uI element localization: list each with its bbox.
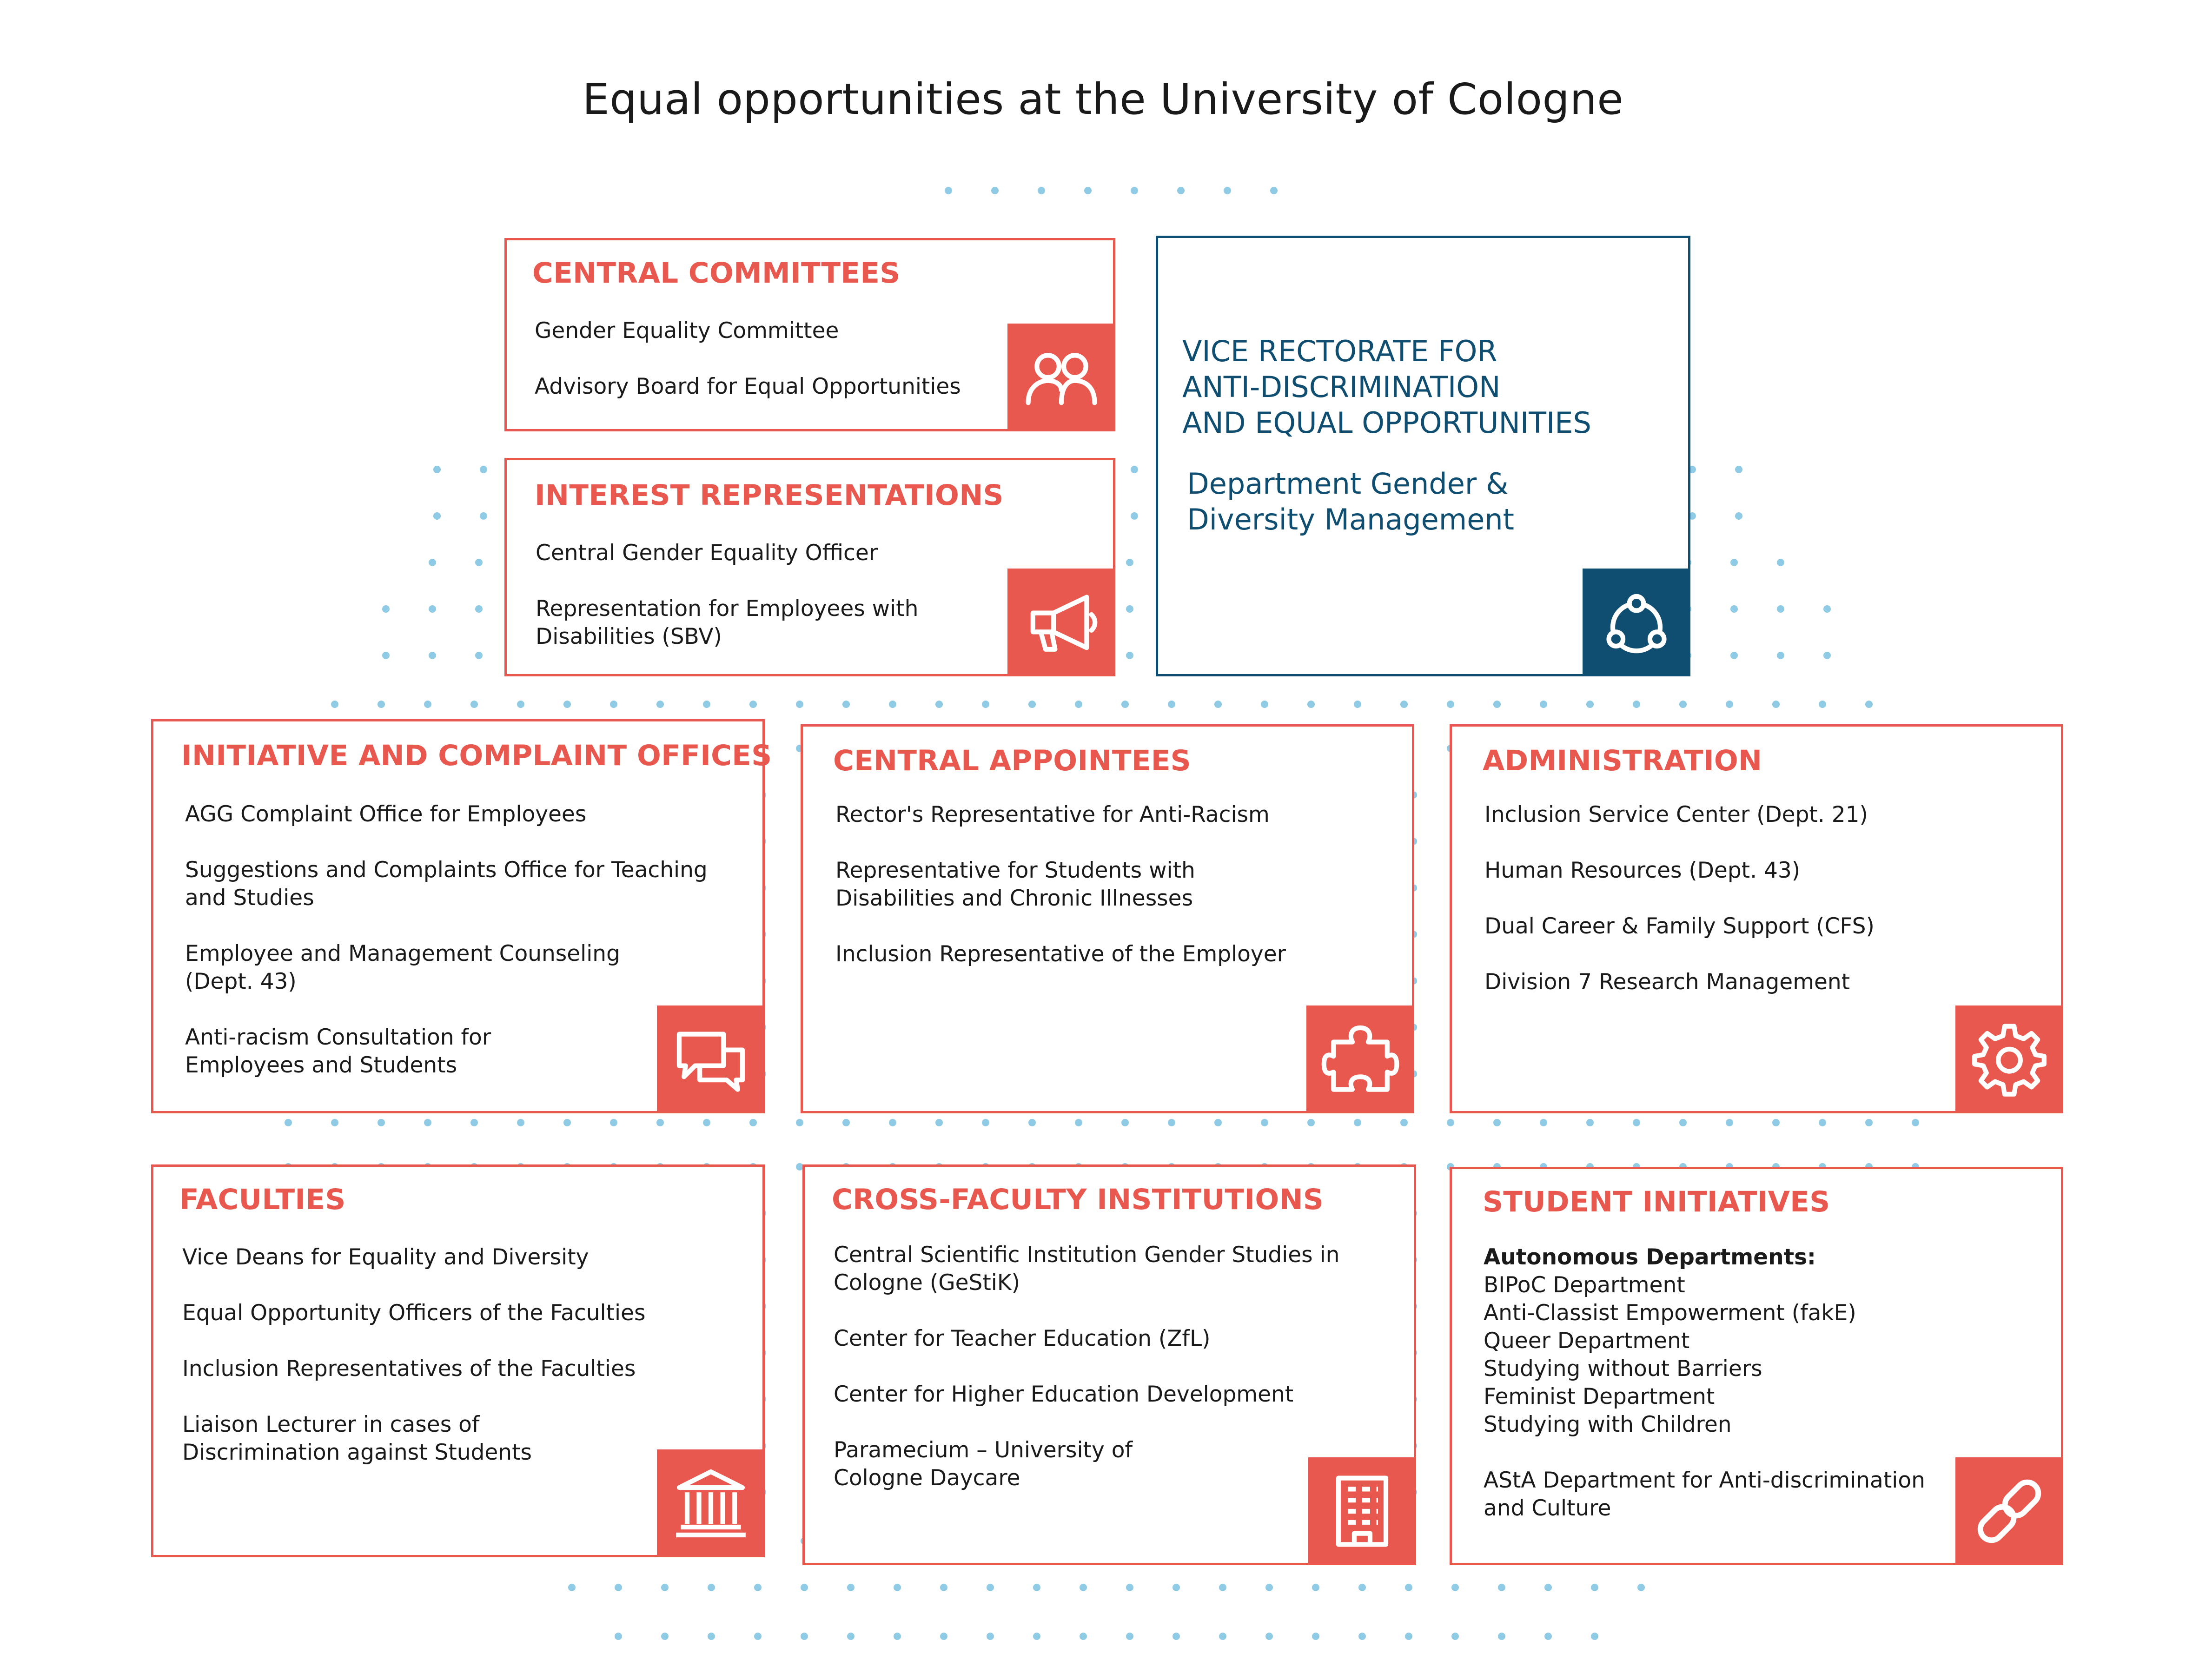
background-dot: [1214, 1119, 1222, 1126]
background-dot: [1033, 1584, 1040, 1591]
list-item: Studying without Barriers: [1484, 1356, 1762, 1382]
background-dot: [987, 1633, 994, 1640]
list-item: Division 7 Research Management: [1484, 969, 1850, 995]
background-dot: [1823, 605, 1831, 613]
network-icon: [1597, 583, 1676, 662]
background-dot: [480, 466, 487, 473]
background-dot: [1265, 1584, 1273, 1591]
central-committees-box: [504, 238, 1115, 431]
background-dot: [1540, 701, 1547, 708]
title-line: ANTI-DISCRIMINATION: [1182, 370, 1501, 404]
background-dot: [1451, 1633, 1459, 1640]
background-dot: [1028, 701, 1036, 708]
background-dot: [1772, 701, 1780, 708]
title-line: AND EQUAL OPPORTUNITIES: [1182, 406, 1591, 440]
background-dot: [889, 1119, 896, 1126]
background-dot: [661, 1584, 669, 1591]
list-item: Human Resources (Dept. 43): [1484, 858, 1801, 883]
background-dot: [331, 1119, 338, 1126]
title-line: VICE RECTORATE FOR: [1182, 334, 1497, 368]
background-dot: [1405, 1584, 1412, 1591]
central-committees-list: [535, 317, 961, 401]
list-item: Center for Teacher Education (ZfL): [834, 1326, 1211, 1351]
background-dot: [1173, 1633, 1180, 1640]
background-dot: [1084, 187, 1092, 194]
background-dot: [847, 1633, 855, 1640]
background-dot: [1214, 701, 1222, 708]
initiative-complaint-box: [151, 719, 772, 1113]
background-dot: [1447, 1119, 1454, 1126]
background-dot: [470, 701, 478, 708]
faculties-title: FACULTIES: [179, 1183, 346, 1216]
faculties-icon-tile: [657, 1449, 765, 1557]
background-dot: [1633, 701, 1640, 708]
background-dot: [1126, 652, 1133, 659]
background-dot: [615, 1633, 622, 1640]
background-dot: [1679, 1119, 1687, 1126]
student-initiatives-list: [1484, 1243, 1925, 1522]
interest-representations-title: INTEREST REPRESENTATIONS: [535, 479, 1004, 512]
background-dot: [1730, 652, 1738, 659]
background-dot: [378, 701, 385, 708]
vice-rectorate-department: [1187, 466, 1514, 537]
background-dot: [1679, 701, 1687, 708]
building-icon: [1323, 1472, 1402, 1551]
background-dot: [945, 187, 952, 194]
background-dot: [1823, 652, 1831, 659]
gear-icon: [1970, 1020, 2049, 1099]
central-committees-title: CENTRAL COMMITTEES: [532, 257, 901, 290]
background-dot: [801, 1633, 808, 1640]
background-dot: [1028, 1119, 1036, 1126]
list-item: Central Gender Equality Officer: [536, 540, 878, 566]
student-initiatives-box: [1450, 1167, 2063, 1565]
background-dot: [1126, 605, 1133, 613]
list-item: Inclusion Representatives of the Faculties: [182, 1356, 636, 1382]
background-dot: [1121, 1119, 1129, 1126]
central-appointees-list: [835, 801, 1286, 968]
list-item: Central Scientific Institution Gender Studies in Cologne (GeStiK): [834, 1242, 1340, 1296]
background-dot: [331, 701, 338, 708]
background-dot: [429, 652, 436, 659]
background-dot: [749, 701, 757, 708]
background-dot: [1219, 1633, 1226, 1640]
background-dot: [708, 1633, 715, 1640]
list-item: Studying with Children: [1484, 1412, 1732, 1437]
administration-list: [1484, 801, 1875, 996]
list-item: Feminist Department: [1484, 1384, 1715, 1409]
background-dot: [1586, 701, 1594, 708]
list-item: Anti-Classist Empowerment (fakE): [1484, 1300, 1856, 1326]
background-dot: [708, 1584, 715, 1591]
background-dot: [1131, 512, 1138, 520]
list-item: Dual Career & Family Support (CFS): [1484, 913, 1875, 939]
background-dot: [285, 1119, 292, 1126]
background-dot: [1447, 701, 1454, 708]
background-dot: [749, 1119, 757, 1126]
background-dot: [940, 1633, 947, 1640]
list-item: Advisory Board for Equal Opportunities: [535, 374, 961, 399]
interest-representations-icon-tile: [1007, 569, 1115, 676]
background-dot: [1772, 1119, 1780, 1126]
vice-rectorate-title: [1182, 333, 1591, 441]
background-dot: [1270, 187, 1278, 194]
list-item: Queer Department: [1484, 1328, 1690, 1354]
faculties-list: [182, 1243, 645, 1467]
list-item: Gender Equality Committee: [535, 318, 839, 344]
background-dot: [1544, 1633, 1552, 1640]
background-dot: [1819, 701, 1826, 708]
background-dot: [517, 701, 524, 708]
background-dot: [1730, 605, 1738, 613]
background-dot: [475, 559, 483, 566]
background-dot: [661, 1633, 669, 1640]
list-item: Inclusion Service Center (Dept. 21): [1484, 802, 1868, 827]
central-appointees-box: [801, 724, 1414, 1113]
background-dot: [424, 1119, 431, 1126]
background-dot: [1912, 1119, 1919, 1126]
student-initiatives-title: STUDENT INITIATIVES: [1483, 1185, 1830, 1218]
background-dot: [842, 701, 850, 708]
background-dot: [1121, 701, 1129, 708]
background-dot: [1358, 1584, 1366, 1591]
background-dot: [1405, 1633, 1412, 1640]
list-item: BIPoC Department: [1484, 1272, 1685, 1298]
background-dot: [563, 701, 571, 708]
background-dot: [1544, 1584, 1552, 1591]
background-dot: [1131, 466, 1138, 473]
background-dot: [1451, 1584, 1459, 1591]
background-dot: [889, 701, 896, 708]
background-dot: [1261, 1119, 1268, 1126]
background-dot: [1726, 1119, 1733, 1126]
background-dot: [382, 652, 390, 659]
initiative-complaint-icon-tile: [657, 1005, 765, 1113]
background-dot: [1075, 1119, 1082, 1126]
background-dot: [424, 701, 431, 708]
list-item: Inclusion Representative of the Employer: [835, 941, 1286, 967]
background-dot: [1498, 1633, 1505, 1640]
background-dot: [1735, 466, 1742, 473]
background-dot: [1312, 1584, 1319, 1591]
background-dot: [1540, 1119, 1547, 1126]
background-dot: [433, 466, 441, 473]
background-dot: [615, 1584, 622, 1591]
autonomous-departments-heading: Autonomous Departments:: [1484, 1244, 1816, 1270]
background-dot: [1865, 1119, 1873, 1126]
background-dot: [429, 605, 436, 613]
background-dot: [1312, 1633, 1319, 1640]
cross-faculty-title: CROSS-FACULTY INSTITUTIONS: [832, 1183, 1324, 1216]
background-dot: [894, 1633, 901, 1640]
background-dot: [703, 1119, 710, 1126]
cross-faculty-list: [834, 1241, 1339, 1492]
list-item: Rector's Representative for Anti-Racism: [835, 802, 1270, 827]
background-dot: [568, 1584, 576, 1591]
background-dot: [1033, 1633, 1040, 1640]
background-dot: [470, 1119, 478, 1126]
background-dot: [991, 187, 999, 194]
background-dot: [1777, 652, 1784, 659]
vice-rectorate-icon-tile: [1583, 569, 1690, 676]
list-item: AStA Department for Anti-discrimination and Culture: [1484, 1468, 1925, 1521]
interest-representations-box: [504, 458, 1115, 676]
background-dot: [935, 701, 943, 708]
list-item: Vice Deans for Equality and Diversity: [182, 1244, 589, 1270]
vice-rectorate-box: [1156, 236, 1690, 676]
background-dot: [847, 1584, 855, 1591]
central-committees-icon-tile: [1007, 324, 1115, 431]
background-dot: [1126, 1584, 1133, 1591]
interest-representations-list: [536, 539, 918, 651]
background-dot: [1498, 1584, 1505, 1591]
background-dot: [1354, 701, 1361, 708]
background-dot: [1591, 1633, 1598, 1640]
central-appointees-title: CENTRAL APPOINTEES: [833, 744, 1191, 777]
background-dot: [1400, 701, 1408, 708]
background-dot: [1219, 1584, 1226, 1591]
background-dot: [382, 605, 390, 613]
cross-faculty-icon-tile: [1308, 1457, 1416, 1565]
institution-icon: [671, 1464, 750, 1543]
page-title: Equal opportunities at the University of Cologne: [582, 74, 1624, 124]
background-dot: [1080, 1633, 1087, 1640]
background-dot: [982, 701, 989, 708]
background-dot: [1224, 187, 1231, 194]
background-dot: [610, 701, 617, 708]
background-dot: [1586, 1119, 1594, 1126]
background-dot: [1168, 701, 1175, 708]
background-dot: [378, 1119, 385, 1126]
background-dot: [1358, 1633, 1366, 1640]
background-dot: [894, 1584, 901, 1591]
background-dot: [987, 1584, 994, 1591]
background-dot: [1819, 1119, 1826, 1126]
background-dot: [1400, 1119, 1408, 1126]
background-dot: [754, 1584, 762, 1591]
administration-icon-tile: [1955, 1005, 2063, 1113]
background-dot: [480, 512, 487, 520]
central-appointees-icon-tile: [1306, 1005, 1414, 1113]
background-dot: [1637, 1584, 1645, 1591]
department-line: Diversity Management: [1187, 503, 1514, 536]
background-dot: [1726, 701, 1733, 708]
faculties-box: [151, 1164, 765, 1557]
background-dot: [1075, 701, 1082, 708]
background-dot: [1168, 1119, 1175, 1126]
background-dot: [935, 1119, 943, 1126]
background-dot: [1126, 559, 1133, 566]
background-dot: [1354, 1119, 1361, 1126]
background-dot: [801, 1584, 808, 1591]
student-initiatives-icon-tile: [1955, 1457, 2063, 1565]
list-item: Liaison Lecturer in cases of Discrimination against Students: [182, 1412, 532, 1465]
list-item: Paramecium – University of Cologne Daycare: [834, 1437, 1133, 1491]
administration-box: [1450, 724, 2063, 1113]
megaphone-icon: [1022, 583, 1101, 662]
cross-faculty-box: [802, 1164, 1416, 1565]
background-dot: [940, 1584, 947, 1591]
background-dot: [563, 1119, 571, 1126]
background-dot: [1777, 605, 1784, 613]
initiative-complaint-title: INITIATIVE AND COMPLAINT OFFICES: [181, 739, 772, 772]
list-item: AGG Complaint Office for Employees: [185, 801, 587, 827]
link-icon: [1970, 1472, 2049, 1551]
background-dot: [1131, 187, 1138, 194]
background-dot: [433, 512, 441, 520]
background-dot: [1730, 559, 1738, 566]
list-item: Employee and Management Counseling (Dept. 43): [185, 941, 620, 994]
initiative-complaint-list: [185, 800, 708, 1079]
background-dot: [796, 701, 803, 708]
background-dot: [1493, 701, 1501, 708]
background-dot: [1173, 1584, 1180, 1591]
background-dot: [475, 605, 483, 613]
people-icon: [1022, 338, 1101, 417]
background-dot: [982, 1119, 989, 1126]
background-dot: [1038, 187, 1045, 194]
chat-bubbles-icon: [671, 1020, 750, 1099]
background-dot: [754, 1633, 762, 1640]
background-dot: [1307, 701, 1315, 708]
background-dot: [610, 1119, 617, 1126]
background-dot: [796, 1119, 803, 1126]
background-dot: [1735, 512, 1742, 520]
list-item: Anti-racism Consultation for Employees and Students: [185, 1025, 491, 1078]
background-dot: [842, 1119, 850, 1126]
background-dot: [703, 701, 710, 708]
background-dot: [1307, 1119, 1315, 1126]
background-dot: [475, 652, 483, 659]
background-dot: [1265, 1633, 1273, 1640]
background-dot: [1633, 1119, 1640, 1126]
background-dot: [1126, 1633, 1133, 1640]
background-dot: [1777, 559, 1784, 566]
background-dot: [1493, 1119, 1501, 1126]
background-dot: [1177, 187, 1185, 194]
list-item: Equal Opportunity Officers of the Faculties: [182, 1300, 646, 1326]
background-dot: [1080, 1584, 1087, 1591]
list-item: Representation for Employees with Disabilities (SBV): [536, 596, 919, 649]
list-item: Center for Higher Education Development: [834, 1382, 1294, 1407]
background-dot: [1865, 701, 1873, 708]
list-item: Suggestions and Complaints Office for Teaching and Studies: [185, 857, 708, 911]
department-line: Department Gender &: [1187, 467, 1509, 501]
administration-title: ADMINISTRATION: [1483, 744, 1762, 777]
background-dot: [1261, 701, 1268, 708]
puzzle-icon: [1321, 1020, 1400, 1099]
background-dot: [517, 1119, 524, 1126]
list-item: Representative for Students with Disabilities and Chronic Illnesses: [835, 858, 1195, 911]
background-dot: [656, 1119, 664, 1126]
background-dot: [656, 701, 664, 708]
background-dot: [1591, 1584, 1598, 1591]
background-dot: [429, 559, 436, 566]
